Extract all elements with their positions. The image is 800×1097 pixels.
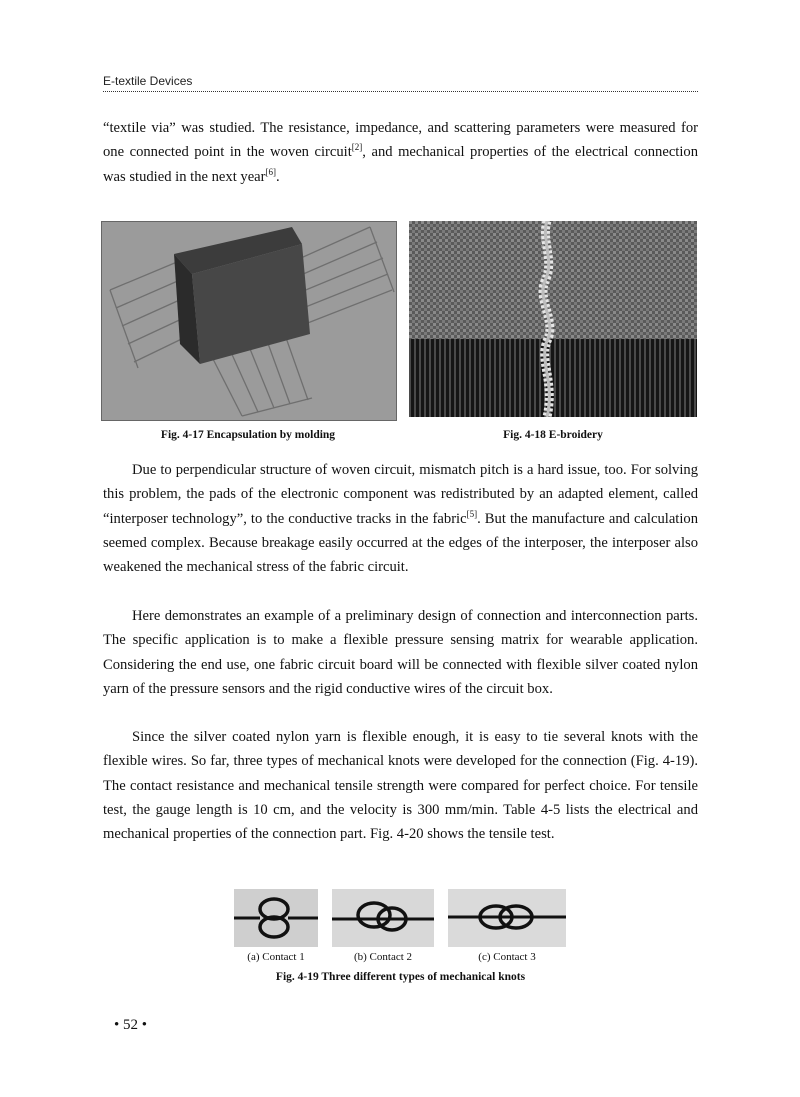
paragraph-1-text-a: “textile via” was studied. The resistance, impedance, and scattering parameters were measured for one connected point in the woven circuit: [103, 120, 698, 161]
page-number: • 52 •: [114, 1017, 148, 1033]
knot-3-photo: [448, 889, 566, 947]
knot-contact-1-image: [234, 889, 318, 947]
citation-ref: [5]: [466, 508, 478, 519]
figure-encapsulation-image: [101, 221, 397, 421]
figure-e-broidery-image: [409, 221, 697, 417]
knot-1-label: (a) Contact 1: [247, 951, 305, 963]
figure-4-17-caption: Fig. 4-17 Encapsulation by molding: [160, 429, 336, 441]
paragraph-3: Here demonstrates an example of a preliminary design of connection and interconnection parts. The specific application is to make a flexible pressure sensing matrix for wearable application. Considering the end use, one fabric circuit board will be connected with flexible silver coated nylon yarn of the pressure sensors and the rigid conductive wires of the circuit box.: [103, 608, 698, 697]
citation-ref: [6]: [265, 166, 277, 177]
knot-3-label: (c) Contact 3: [478, 951, 536, 963]
paragraph-1-text-b: , and mechanical properties of the electrical connection was studied in the next year: [103, 144, 698, 185]
figure-4-18-caption: Fig. 4-18 E-broidery: [503, 429, 603, 441]
paragraph-2-text-a: Due to perpendicular structure of woven circuit, mismatch pitch is a hard issue, too. For solving this problem, the pads of the electronic component was redistributed by an adapted element, called “interposer technology”, to the conductive tracks in the fabric: [103, 462, 698, 527]
paragraph-4: Since the silver coated nylon yarn is flexible enough, it is easy to tie several knots with the flexible wires. So far, three types of mechanical knots were developed for the connection (Fig. 4-19). The contact resistance and mechanical tensile strength were compared for perfect choice. For tensile test, the gauge length is 10 cm, and the velocity is 300 mm/min. Table 4-5 lists the electrical and mechanical properties of the connection part. Fig. 4-20 shows the tensile test.: [103, 729, 698, 843]
knot-contact-3-image: [448, 889, 566, 947]
paragraph-2-text-b: . But the manufacture and calculation seemed complex. Because breakage easily occurred at the edges of the interposer, the interposer also weakened the mechanical stress of the fabric circuit.: [103, 510, 698, 576]
knot-1-photo: [234, 889, 318, 947]
encapsulation-drawing: [102, 222, 396, 420]
paragraph-1: [103, 116, 698, 189]
knot-2-label: (b) Contact 2: [353, 951, 413, 963]
paragraph-1-text-end: .: [276, 168, 280, 185]
knot-2-photo: [332, 889, 434, 947]
header-divider: [103, 91, 698, 92]
paragraph-2: [103, 458, 698, 579]
figure-4-19-caption: Fig. 4-19 Three different types of mechanical knots: [275, 971, 526, 983]
citation-ref: [2]: [351, 142, 363, 153]
knot-contact-2-image: [332, 889, 434, 947]
running-title: E-textile Devices: [103, 74, 193, 88]
e-broidery-photo: [409, 221, 697, 417]
